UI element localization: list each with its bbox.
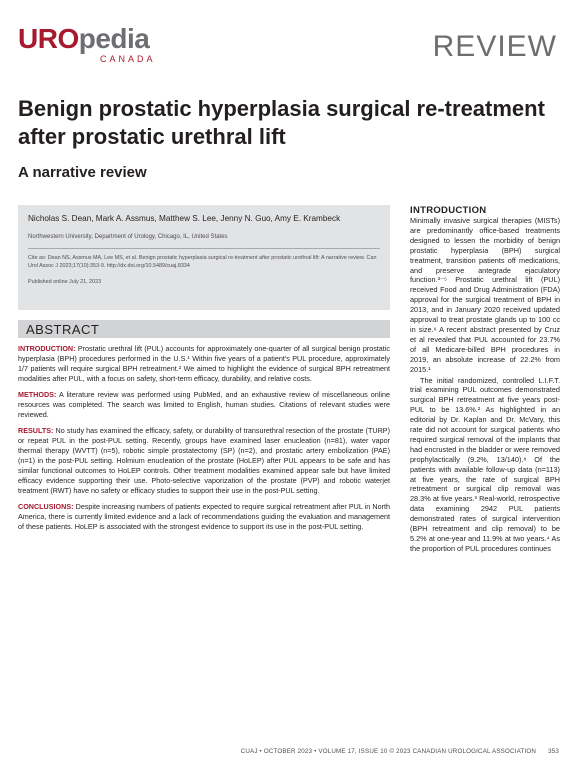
- logo-subtitle: CANADA: [100, 54, 156, 64]
- citation: Cite as: Dean NS, Assmus MA, Lee MS, et al. Benign prostatic hyperplasia surgical re-treatment after prostatic urethral lift: A narrative review. Can Urol Assoc J 2023;17(10):353-9. http://dx.doi.org/10.5489/cuaj.8334: [28, 255, 377, 269]
- abstract-section-text: No study has examined the efficacy, safety, or durability of transurethral resection of the prostate (TURP) or repeat PUL in the post-PUL setting. Recently, groups have examined laser enucleation (n=81), water vapor thermal therapy (WVTT) (n=5), robotic simple prostatectomy (SP) (n=2), and prostatic artery embolization (PAE) (n=1) in the post-PUL setting. Holmium enucleation of the prostate (HoLEP) after PUL appears to be safe and has similar functional outcomes to HoLEP controls. Other treatment modalities examined appear safe but have limited efficacy evidence supporting their use. Photo-selective vaporization of the prostate (PVP) and robotic waterjet treatment (RWT) have no safety or efficacy studies to support their use in the post-PUL setting.: [18, 426, 390, 495]
- introduction-paragraph: Minimally invasive surgical therapies (MISTs) are predominantly office-based treatments designed to lessen the morbidity of benign prostatic hyperplasia (BPH) surgical treatment, transition patients off medications, and preserve antegrade ejaculatory function.³⁻⁵ Prostatic urethral lift (PUL) received Food and Drug Administration (FDA) approval for the surgical treatment of BPH in 2013, and in January 2020 received updated approval to treat prostate glands up to 100 cc in size.⁶ A recent abstract presented by Cruz et al revealed that PUL accounted for 23.7% of all Medicare-billed BPH procedures in 2019, an absolute increase of 22.2% from 2015.¹: [410, 216, 560, 374]
- article-subtitle: A narrative review: [18, 164, 147, 181]
- info-divider: [28, 248, 380, 249]
- abstract-section-head: RESULTS:: [18, 426, 54, 435]
- abstract-section-head: INTRODUCTION:: [18, 344, 76, 353]
- published-date: Published online July 21, 2023: [28, 279, 102, 286]
- abstract-heading: ABSTRACT: [26, 322, 100, 337]
- abstract-introduction: [18, 344, 390, 384]
- abstract-conclusions: [18, 502, 390, 532]
- author-info-box: [18, 205, 390, 310]
- abstract-methods: [18, 390, 390, 420]
- journal-header: [18, 16, 557, 74]
- abstract-section-head: CONCLUSIONS:: [18, 502, 74, 511]
- logo-pedia-text: pedia: [78, 23, 150, 54]
- abstract-results: [18, 426, 390, 496]
- abstract-heading-bar: [18, 320, 390, 338]
- abstract-section-head: METHODS:: [18, 390, 57, 399]
- section-label: REVIEW: [432, 30, 557, 63]
- page-number: 353: [548, 748, 559, 755]
- right-column: [410, 205, 560, 554]
- introduction-paragraph: The initial randomized, controlled L.I.F.T. trial examining PUL outcomes demonstrated surgical BPH retreatment at five years post-PUL to be 13.6%.² As highlighted in an editorial by Dr. Kaplan and Dr. McVary, this rate did not account for surgical patients who required surgical removal of the implants that had encrusted in the bladder or were removed prophylactically (9.2%, 13/140).⁸ Of the patients with available follow-up data (n=113) at five years, the rate of surgical BPH retreatment or surgical clip removal was 28.3% at five years.³ Real-world, retrospective data examining 2942 PUL patients demonstrated rates of surgical intervention (BPH retreatment and clip removal) to be 5.2% at one-year and 11.9% at two years.⁴ As the proportion of PUL procedures continues: [410, 375, 560, 553]
- abstract-section-text: A literature review was performed using PubMed, and an exhaustive review of miscellaneous online resources was completed. The search was limited to English, human studies. Citations of relevant studies were reviewed.: [18, 390, 390, 419]
- logo-uro-text: URO: [18, 23, 79, 54]
- abstract-section-text: Prostatic urethral lift (PUL) accounts for approximately one-quarter of all surgical benign prostatic hyperplasia (BPH) procedures performed in the U.S.¹ Within five years of a patient's PUL procedure, approximately 1/7 patients will require surgical BPH retreatment.² We aimed to highlight the evidence of surgical BPH retreatment modalities after PUL, with a focus on safety, short-term efficacy, durability, and relative costs.: [18, 344, 390, 383]
- author-list: Nicholas S. Dean, Mark A. Assmus, Matthew S. Lee, Jenny N. Guo, Amy E. Krambeck: [28, 214, 341, 223]
- affiliation: Northwestern University, Department of Urology, Chicago, IL, United States: [28, 234, 228, 240]
- left-column: [18, 205, 398, 532]
- abstract-section-text: Despite increasing numbers of patients expected to require surgical retreatment after PUL in North America, there is currently limited evidence and a lack of recommendations guiding the evaluation and management of these patients. HoLEP is associated with the strongest evidence to support its use in the post-PUL setting.: [18, 502, 390, 531]
- page-footer: [0, 748, 559, 755]
- footer-text: CUAJ • OCTOBER 2023 • VOLUME 17, ISSUE 10 © 2023 CANADIAN UROLOGICAL ASSOCIATION: [240, 748, 537, 755]
- article-title: Benign prostatic hyperplasia surgical re-treatment after prostatic urethral lift: [18, 96, 545, 149]
- introduction-heading: INTRODUCTION: [410, 205, 487, 216]
- uropedia-logo: [18, 23, 198, 64]
